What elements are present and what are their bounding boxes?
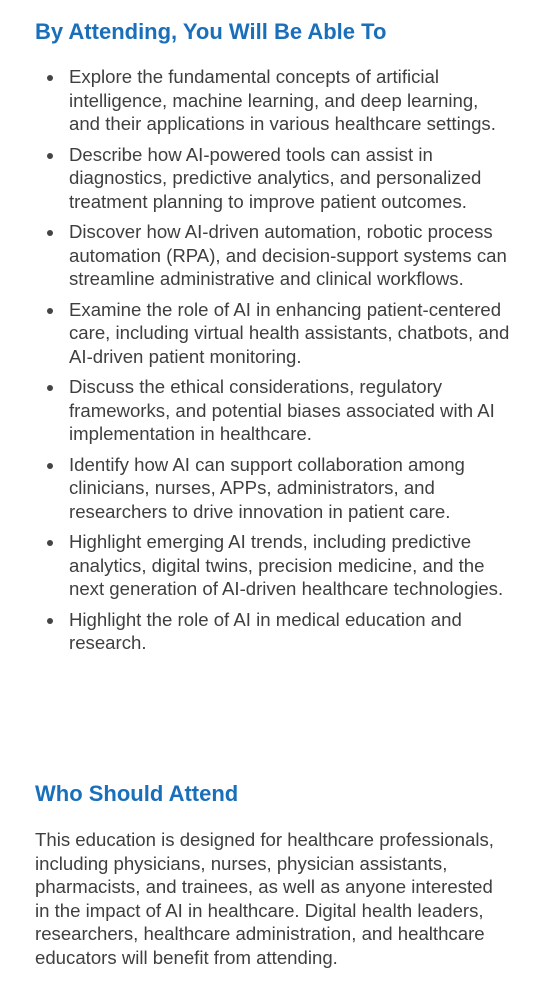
bullet-icon — [47, 385, 53, 391]
list-item — [35, 298, 510, 369]
list-item-text: Highlight the role of AI in medical education and research. — [69, 608, 462, 653]
bullet-icon — [47, 230, 53, 236]
list-item-text: Examine the role of AI in enhancing patient-centered care, including virtual health assistants, chatbots, and AI-driven patient monitoring. — [69, 298, 510, 367]
bullet-icon — [47, 308, 53, 314]
list-item — [35, 530, 510, 601]
list-item — [35, 453, 510, 524]
bullet-icon — [47, 618, 53, 624]
list-item-text: Discover how AI-driven automation, robotic process automation (RPA), and decision-support systems can streamline administrative and clinical workflows. — [69, 221, 507, 289]
list-item-text: Discuss the ethical considerations, regulatory frameworks, and potential biases associated with AI implementation in healthcare. — [69, 376, 495, 444]
bullet-icon — [47, 75, 53, 81]
list-item — [35, 608, 510, 655]
objectives-list — [35, 65, 510, 655]
list-item-text: Explore the fundamental concepts of artificial intelligence, machine learning, and deep learning, and their applications in various healthcare settings. — [69, 66, 496, 134]
objectives-list-container — [35, 65, 510, 662]
section-title-who-should-attend: Who Should Attend — [35, 781, 239, 806]
bullet-icon — [47, 463, 53, 469]
list-item-text: Identify how AI can support collaboration among clinicians, nurses, APPs, administrators, and researchers to drive innovation in patient care. — [69, 453, 465, 522]
list-item-text: Highlight emerging AI trends, including predictive analytics, digital twins, precision medicine, and the next generation of AI-driven healthcare technologies. — [69, 531, 504, 599]
list-item-text: Describe how AI-powered tools can assist in diagnostics, predictive analytics, and personalized treatment planning to improve patient outcomes. — [69, 143, 482, 212]
bullet-icon — [47, 153, 53, 159]
audience-description: This education is designed for healthcare professionals, including physicians, nurses, physician assistants, pharmacists, and trainees, as well as anyone interested in the impact of AI in healthcare. Digital health leaders, researchers, healthcare administration, and healthcare educators will benefit from attending. — [35, 829, 494, 968]
list-item — [35, 220, 510, 291]
list-item — [35, 375, 510, 446]
section-title-objectives: By Attending, You Will Be Able To — [35, 19, 387, 44]
list-item — [35, 143, 510, 214]
bullet-icon — [47, 540, 53, 546]
list-item — [35, 65, 510, 136]
